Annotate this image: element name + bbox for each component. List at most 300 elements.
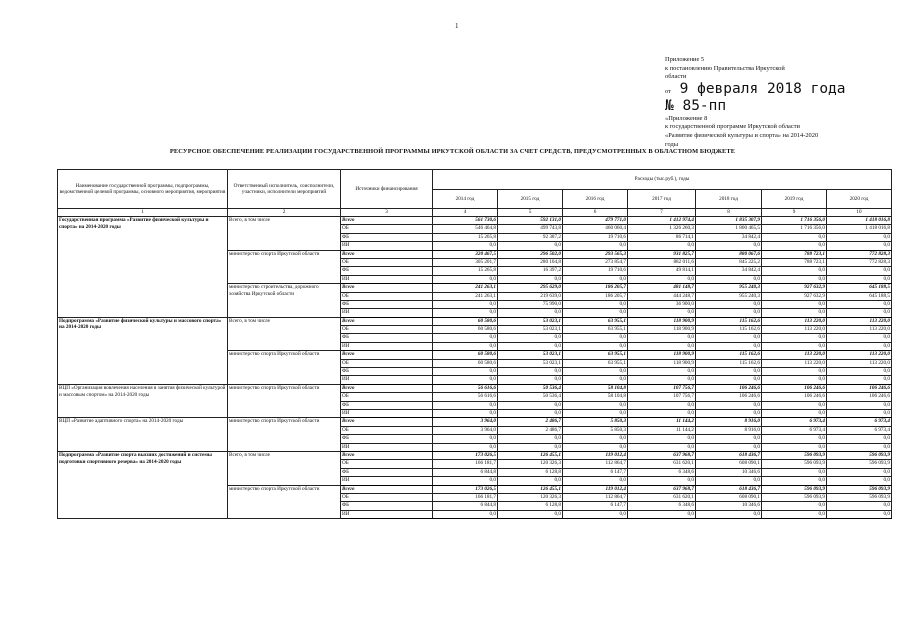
expense-value: 166 181,7 [433, 460, 498, 468]
expense-value: 0,0 [827, 376, 892, 384]
expense-value: 0,0 [433, 510, 498, 518]
expense-value: 6 973,4 [762, 418, 827, 426]
expense-value: 11 144,2 [628, 418, 696, 426]
expense-value: 0,0 [628, 275, 696, 283]
funding-source: ОБ [341, 326, 433, 334]
funding-source: Всего [341, 384, 433, 392]
column-number: 4 [433, 209, 498, 217]
funding-source: ОБ [341, 359, 433, 367]
expense-value: 126 455,1 [498, 451, 563, 459]
executor-name: министерство спорта Иркутской области [228, 384, 341, 418]
expense-value: 107 756,7 [628, 384, 696, 392]
expense-value: 219 639,0 [498, 292, 563, 300]
expense-value: 772 828,3 [827, 258, 892, 266]
expense-value: 0,0 [696, 342, 762, 350]
expense-value: 561 730,6 [433, 217, 498, 225]
expense-value: 2 486,7 [498, 418, 563, 426]
expense-value: 49 814,1 [628, 267, 696, 275]
expense-value: 295 629,0 [498, 284, 563, 292]
expense-value: 0,0 [563, 435, 628, 443]
expense-value: 0,0 [762, 300, 827, 308]
expense-value: 106 246,6 [696, 393, 762, 401]
funding-source: ОБ [341, 258, 433, 266]
date-value: 9 февраля 2018 года [679, 80, 846, 97]
expense-value: 631 620,1 [628, 493, 696, 501]
expense-value: 115 162,6 [696, 359, 762, 367]
column-number: 5 [498, 209, 563, 217]
expense-value: 0,0 [433, 342, 498, 350]
expense-value: 273 854,7 [563, 258, 628, 266]
decree-number: № 85-пп [665, 97, 727, 114]
expense-value: 645 188,5 [827, 284, 892, 292]
expense-value: 106 246,6 [827, 393, 892, 401]
expense-value: 113 220,0 [827, 326, 892, 334]
expense-value: 596 093,9 [762, 485, 827, 493]
column-number: 6 [563, 209, 628, 217]
expense-value: 0,0 [762, 502, 827, 510]
expense-value: 56 616,6 [433, 384, 498, 392]
expense-value: 34 842,4 [696, 267, 762, 275]
date-prefix: от [665, 87, 671, 95]
expense-value: 120 326,3 [498, 460, 563, 468]
expense-value: 118 900,9 [628, 351, 696, 359]
column-number: 10 [827, 209, 892, 217]
expense-value: 0,0 [696, 477, 762, 485]
expense-value: 0,0 [827, 502, 892, 510]
executor-name: Всего, в том числе [228, 451, 341, 485]
funding-source: ИИ [341, 510, 433, 518]
expense-value: 0,0 [563, 242, 628, 250]
expense-value: 173 026,5 [433, 485, 498, 493]
expense-value: 0,0 [762, 468, 827, 476]
funding-source: Всего [341, 317, 433, 325]
appendix-header [665, 56, 895, 149]
expense-value: 596 093,9 [827, 493, 892, 501]
expense-value: 0,0 [563, 309, 628, 317]
expense-value: 50 536,4 [498, 393, 563, 401]
expense-value: 305 201,7 [433, 258, 498, 266]
expense-value: 0,0 [762, 275, 827, 283]
expense-value: 3 964,0 [433, 426, 498, 434]
expense-value: 320 467,5 [433, 250, 498, 258]
expense-value: 637 968,7 [628, 485, 696, 493]
budget-table [57, 169, 892, 519]
expense-value: 0,0 [433, 435, 498, 443]
expense-value: 115 162,6 [696, 351, 762, 359]
expense-value: 241 263,1 [433, 292, 498, 300]
expense-value: 6 128,8 [498, 468, 563, 476]
program-name: ВЦП «Организация вовлечения населения в занятия физической культурой и массовым спортом» на 2014-2020 годы [58, 384, 228, 418]
appendix-line-7: годы [665, 140, 679, 148]
expense-value: 0,0 [696, 300, 762, 308]
year-header: 2018 год [696, 190, 762, 209]
expense-value: 1 716 356,0 [762, 225, 827, 233]
expense-value: 845 225,2 [696, 258, 762, 266]
expense-value: 6 348,6 [628, 468, 696, 476]
expense-value: 296 502,0 [498, 250, 563, 258]
expense-value: 0,0 [827, 233, 892, 241]
expense-value: 6 844,8 [433, 468, 498, 476]
executor-name: министерство спорта Иркутской области [228, 418, 341, 452]
header-source: Источники финансирования [341, 170, 433, 209]
expense-value: 6 973,4 [827, 418, 892, 426]
expense-value: 0,0 [628, 435, 696, 443]
funding-source: Всего [341, 250, 433, 258]
decree-date [665, 80, 895, 98]
expense-value: 126 455,1 [498, 485, 563, 493]
expense-value: 0,0 [827, 435, 892, 443]
expense-value: 444 248,7 [628, 292, 696, 300]
expense-value: 955 240,3 [696, 292, 762, 300]
expense-value: 0,0 [827, 309, 892, 317]
expense-value: 113 220,0 [827, 359, 892, 367]
expense-value: 1 716 356,0 [762, 217, 827, 225]
expense-value: 118 900,9 [628, 326, 696, 334]
expense-value: 0,0 [563, 477, 628, 485]
expense-value: 120 326,3 [498, 493, 563, 501]
funding-source: ИИ [341, 309, 433, 317]
expense-value: 60 580,6 [433, 317, 498, 325]
program-name: Подпрограмма «Развитие физической культуры и массового спорта» на 2014-2020 годы [58, 317, 228, 384]
expense-value: 0,0 [696, 376, 762, 384]
expense-value: 931 825,7 [628, 250, 696, 258]
funding-source: ОБ [341, 426, 433, 434]
funding-source: ФБ [341, 468, 433, 476]
funding-source: ИИ [341, 443, 433, 451]
expense-value: 53 023,1 [498, 351, 563, 359]
expense-value: 0,0 [498, 275, 563, 283]
table-row [58, 418, 892, 426]
expense-value: 772 828,3 [827, 250, 892, 258]
expense-value: 0,0 [762, 510, 827, 518]
column-number: 9 [762, 209, 827, 217]
expense-value: 596 093,9 [827, 485, 892, 493]
funding-source: ФБ [341, 502, 433, 510]
expense-value: 0,0 [433, 376, 498, 384]
executor-name: министерство спорта Иркутской области [228, 485, 341, 519]
funding-source: ОБ [341, 460, 433, 468]
expense-value: 241 263,1 [433, 284, 498, 292]
expense-value: 0,0 [827, 242, 892, 250]
expense-value: 1 418 016,8 [827, 217, 892, 225]
expense-value: 0,0 [827, 468, 892, 476]
expense-value: 19 710,6 [563, 267, 628, 275]
table-row [58, 451, 892, 459]
program-name: Подпрограмма «Развитие спорта высших достижений и системы подготовки спортивного резерва» на 2014-2020 годы [58, 451, 228, 518]
expense-value: 0,0 [827, 368, 892, 376]
expense-value: 0,0 [762, 242, 827, 250]
expense-value: 596 093,9 [827, 460, 892, 468]
expense-value: 0,0 [827, 300, 892, 308]
expense-value: 113 220,0 [827, 317, 892, 325]
expense-value: 1 326 260,3 [628, 225, 696, 233]
program-name: Государственная программа «Развитие физической культуры и спорта» на 2014-2020 годы [58, 217, 228, 318]
header-expenses: Расходы (тыс.руб.), годы [433, 170, 892, 190]
expense-value: 86 714,1 [628, 233, 696, 241]
expense-value: 60 580,6 [433, 351, 498, 359]
column-number: 1 [58, 209, 228, 217]
document-title: РЕСУРСНОЕ ОБЕСПЕЧЕНИЕ РЕАЛИЗАЦИИ ГОСУДАРСТВЕННОЙ ПРОГРАММЫ ИРКУТСКОЙ ОБЛАСТИ ЗА СЧЕТ СРЕДСТВ, ПРЕДУСМОТРЕННЫХ В ОБЛАСТНОМ БЮДЖЕТЕ [169, 148, 736, 155]
executor-name: министерство строительства, дорожного хозяйства Иркутской области [228, 284, 341, 318]
expense-value: 63 955,1 [563, 359, 628, 367]
funding-source: ОБ [341, 292, 433, 300]
expense-value: 927 632,9 [762, 292, 827, 300]
expense-value: 0,0 [433, 368, 498, 376]
column-number: 8 [696, 209, 762, 217]
expense-value: 0,0 [498, 435, 563, 443]
funding-source: Всего [341, 451, 433, 459]
expense-value: 106 246,6 [696, 384, 762, 392]
expense-value: 113 220,0 [762, 317, 827, 325]
expense-value: 113 220,0 [762, 351, 827, 359]
expense-value: 36 900,0 [628, 300, 696, 308]
expense-value: 113 220,0 [762, 359, 827, 367]
expense-value: 58 104,8 [563, 384, 628, 392]
expense-value: 880 067,6 [696, 250, 762, 258]
expense-value: 0,0 [498, 334, 563, 342]
expense-value: 0,0 [762, 443, 827, 451]
expense-value: 0,0 [762, 376, 827, 384]
funding-source: ОБ [341, 225, 433, 233]
expense-value: 0,0 [696, 275, 762, 283]
expense-value: 0,0 [827, 443, 892, 451]
expense-value: 19 710,6 [563, 233, 628, 241]
expense-value: 106 246,6 [762, 393, 827, 401]
expense-value: 0,0 [563, 342, 628, 350]
expense-value: 1 412 974,4 [628, 217, 696, 225]
expense-value: 112 864,7 [563, 460, 628, 468]
expense-value: 0,0 [563, 376, 628, 384]
expense-value: 0,0 [563, 368, 628, 376]
appendix-line-3: области [665, 73, 687, 81]
expense-value: 645 188,5 [827, 292, 892, 300]
funding-source: Всего [341, 485, 433, 493]
expense-value: 0,0 [628, 242, 696, 250]
expense-value: 596 093,9 [762, 451, 827, 459]
table-row [58, 384, 892, 392]
expense-value: 0,0 [628, 510, 696, 518]
expense-value: 8 916,0 [696, 418, 762, 426]
expense-value: 34 842,4 [696, 233, 762, 241]
expense-value: 0,0 [696, 242, 762, 250]
expense-value: 0,0 [827, 275, 892, 283]
expense-value: 63 955,1 [563, 326, 628, 334]
expense-value: 608 090,1 [696, 493, 762, 501]
executor-name: министерство спорта Иркутской области [228, 351, 341, 385]
expense-value: 481 148,7 [628, 284, 696, 292]
expense-value: 0,0 [498, 409, 563, 417]
expense-value: 0,0 [563, 334, 628, 342]
funding-source: ИИ [341, 409, 433, 417]
expense-value: 0,0 [498, 342, 563, 350]
expense-value: 0,0 [563, 510, 628, 518]
expense-value: 0,0 [563, 409, 628, 417]
funding-source: ФБ [341, 435, 433, 443]
expense-value: 0,0 [628, 401, 696, 409]
expense-value: 0,0 [762, 309, 827, 317]
expense-value: 6 147,7 [563, 502, 628, 510]
expense-value: 479 771,0 [563, 217, 628, 225]
expense-value: 53 023,1 [498, 359, 563, 367]
expense-value: 15 265,8 [433, 267, 498, 275]
expense-value: 53 023,1 [498, 326, 563, 334]
funding-source: ИИ [341, 242, 433, 250]
appendix-line-6: «Развитие физической культуры и спорта» на 2014-2020 [665, 131, 819, 139]
expense-value: 637 968,7 [628, 451, 696, 459]
expense-value: 8 916,0 [696, 426, 762, 434]
expense-value: 0,0 [827, 510, 892, 518]
expense-value: 56 616,6 [433, 393, 498, 401]
expense-value: 6 973,4 [762, 426, 827, 434]
expense-value: 0,0 [498, 242, 563, 250]
program-name: ВЦП «Развитие адаптивного спорта» на 2014-2020 годы [58, 418, 228, 452]
expense-value: 119 012,4 [563, 485, 628, 493]
expense-value: 0,0 [563, 275, 628, 283]
expense-value: 0,0 [498, 309, 563, 317]
expense-value: 0,0 [498, 510, 563, 518]
expense-value: 0,0 [433, 300, 498, 308]
expense-value: 0,0 [696, 401, 762, 409]
expense-value: 92 387,2 [498, 233, 563, 241]
expense-value: 0,0 [827, 409, 892, 417]
funding-source: Всего [341, 217, 433, 225]
expense-value: 0,0 [628, 443, 696, 451]
year-header: 2019 год [762, 190, 827, 209]
expense-value: 0,0 [696, 435, 762, 443]
funding-source: ОБ [341, 493, 433, 501]
expense-value: 0,0 [498, 477, 563, 485]
expense-value: 0,0 [433, 309, 498, 317]
expense-value: 0,0 [433, 443, 498, 451]
expense-value: 0,0 [563, 300, 628, 308]
funding-source: ИИ [341, 376, 433, 384]
expense-value: 186 205,7 [563, 284, 628, 292]
funding-source: ИИ [341, 342, 433, 350]
funding-source: ФБ [341, 368, 433, 376]
expense-value: 1 418 016,8 [827, 225, 892, 233]
expense-value: 955 240,3 [696, 284, 762, 292]
expense-value: 10 346,6 [696, 502, 762, 510]
expense-value: 631 620,1 [628, 460, 696, 468]
expense-value: 0,0 [498, 443, 563, 451]
expense-value: 0,0 [762, 477, 827, 485]
executor-name: Всего, в том числе [228, 217, 341, 251]
expense-value: 0,0 [696, 368, 762, 376]
expense-value: 0,0 [433, 401, 498, 409]
expense-value: 546 464,8 [433, 225, 498, 233]
expense-value: 0,0 [628, 376, 696, 384]
expense-value: 788 723,1 [762, 250, 827, 258]
expense-value: 499 743,8 [498, 225, 563, 233]
appendix-line-5: к государственной программе Иркутской области [665, 123, 800, 131]
expense-value: 0,0 [827, 267, 892, 275]
page-number: 1 [455, 22, 459, 30]
expense-value: 166 181,7 [433, 493, 498, 501]
expense-value: 0,0 [433, 334, 498, 342]
expense-value: 0,0 [498, 376, 563, 384]
expense-value: 0,0 [628, 477, 696, 485]
table-row [58, 317, 892, 325]
appendix-line-2: к постановлению Правительства Иркутской [665, 64, 785, 72]
expense-value: 596 093,9 [827, 451, 892, 459]
column-number: 3 [341, 209, 433, 217]
expense-value: 3 964,0 [433, 418, 498, 426]
expense-value: 186 205,7 [563, 292, 628, 300]
expense-value: 118 900,9 [628, 359, 696, 367]
funding-source: ФБ [341, 401, 433, 409]
expense-value: 0,0 [827, 477, 892, 485]
expense-value: 6 844,8 [433, 502, 498, 510]
funding-source: ФБ [341, 300, 433, 308]
expense-value: 0,0 [762, 233, 827, 241]
expense-value: 118 900,9 [628, 317, 696, 325]
expense-value: 927 632,9 [762, 284, 827, 292]
expense-value: 106 246,6 [762, 384, 827, 392]
expense-value: 119 012,4 [563, 451, 628, 459]
expense-value: 0,0 [498, 368, 563, 376]
expense-value: 280 104,8 [498, 258, 563, 266]
expense-value: 788 723,1 [762, 258, 827, 266]
expense-value: 6 128,8 [498, 502, 563, 510]
header-executor: Ответственный исполнитель, соисполнители, участники, исполнители мероприятий [228, 170, 341, 209]
expense-value: 173 026,5 [433, 451, 498, 459]
expense-value: 608 090,1 [696, 460, 762, 468]
header-name: Наименование государственной программы, подпрограммы, ведомственной целевой программы, основного мероприятия, мероприятия [58, 170, 228, 209]
expense-value: 16 397,2 [498, 267, 563, 275]
expense-value: 592 131,0 [498, 217, 563, 225]
expense-value: 0,0 [433, 275, 498, 283]
expense-value: 6 147,7 [563, 468, 628, 476]
expense-value: 596 093,9 [762, 460, 827, 468]
expense-value: 0,0 [696, 309, 762, 317]
expense-value: 1 835 307,9 [696, 217, 762, 225]
executor-name: Всего, в том числе [228, 317, 341, 351]
expense-value: 0,0 [433, 242, 498, 250]
expense-value: 1 800 465,5 [696, 225, 762, 233]
expense-value: 15 265,8 [433, 233, 498, 241]
year-header: 2020 год [827, 190, 892, 209]
expense-value: 75 990,0 [498, 300, 563, 308]
expense-value: 618 436,7 [696, 485, 762, 493]
expense-value: 0,0 [563, 443, 628, 451]
funding-source: ФБ [341, 267, 433, 275]
column-number: 2 [228, 209, 341, 217]
expense-value: 0,0 [696, 443, 762, 451]
expense-value: 107 756,7 [628, 393, 696, 401]
funding-source: Всего [341, 351, 433, 359]
expense-value: 0,0 [827, 342, 892, 350]
expense-value: 60 580,6 [433, 326, 498, 334]
appendix-line-1: Приложение 5 [665, 56, 705, 63]
expense-value: 106 246,6 [827, 384, 892, 392]
expense-value: 10 346,6 [696, 468, 762, 476]
expense-value: 0,0 [433, 477, 498, 485]
executor-name: министерство спорта Иркутской области [228, 250, 341, 284]
expense-value: 115 162,6 [696, 317, 762, 325]
appendix-line-4: «Приложение 8 [665, 114, 708, 122]
expense-value: 5 850,3 [563, 418, 628, 426]
expense-value: 0,0 [762, 435, 827, 443]
expense-value: 882 011,6 [628, 258, 696, 266]
expense-value: 0,0 [563, 401, 628, 409]
year-header: 2014 год [433, 190, 498, 209]
expense-value: 0,0 [762, 401, 827, 409]
expense-value: 112 864,7 [563, 493, 628, 501]
expense-value: 115 162,6 [696, 326, 762, 334]
expense-value: 11 144,2 [628, 426, 696, 434]
year-header: 2015 год [498, 190, 563, 209]
year-header: 2016 год [563, 190, 628, 209]
